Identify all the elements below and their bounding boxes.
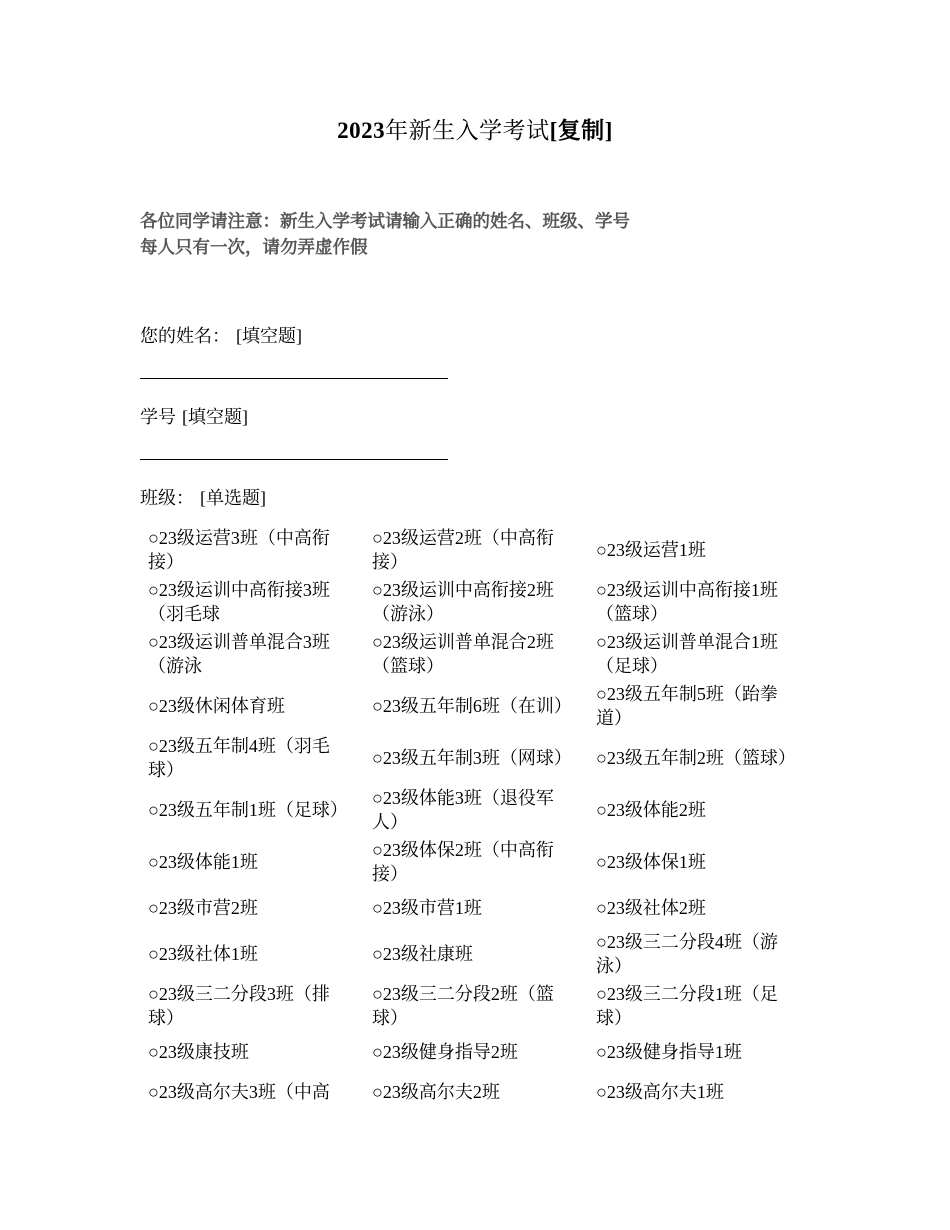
question-name (140, 324, 302, 348)
radio-circle-icon[interactable]: ○ (148, 632, 159, 652)
class-option-label: 23级高尔夫2班 (382, 1082, 500, 1102)
class-option[interactable] (372, 784, 596, 836)
page-title (0, 112, 950, 145)
radio-circle-icon[interactable]: ○ (596, 1082, 607, 1102)
class-option-label: 23级康技班 (158, 1042, 249, 1062)
radio-circle-icon[interactable]: ○ (148, 800, 159, 820)
class-option-label: 23级健身指导2班 (382, 1042, 518, 1062)
radio-circle-icon[interactable]: ○ (372, 944, 383, 964)
class-option[interactable] (596, 980, 820, 1032)
radio-circle-icon[interactable]: ○ (596, 580, 607, 600)
class-option[interactable] (372, 732, 596, 784)
class-option[interactable] (148, 888, 372, 928)
class-option-label: 23级五年制2班（篮球） (606, 748, 796, 768)
question-student-id-label: 学号 (140, 407, 176, 427)
radio-circle-icon[interactable]: ○ (148, 852, 159, 872)
class-option[interactable] (372, 628, 596, 680)
class-option[interactable] (596, 784, 820, 836)
question-class-type: [单选题] (200, 488, 266, 508)
radio-circle-icon[interactable]: ○ (596, 632, 607, 652)
class-option[interactable] (148, 1072, 372, 1112)
class-option-label: 23级体保2班（中高衔接） (372, 840, 554, 884)
class-option-label: 23级五年制4班（羽毛球） (148, 736, 330, 780)
class-option[interactable] (372, 980, 596, 1032)
class-option-label: 23级运训中高衔接2班（游泳） (372, 580, 554, 624)
class-option[interactable] (148, 784, 372, 836)
class-option-label: 23级社体1班 (158, 944, 258, 964)
class-option-label: 23级高尔夫3班（中高 (158, 1082, 330, 1102)
radio-circle-icon[interactable]: ○ (372, 1042, 383, 1062)
radio-circle-icon[interactable]: ○ (148, 984, 159, 1004)
class-option-label: 23级运训普单混合2班（篮球） (372, 632, 554, 676)
class-option-label: 23级市营2班 (158, 898, 258, 918)
radio-circle-icon[interactable]: ○ (372, 840, 383, 860)
radio-circle-icon[interactable]: ○ (596, 684, 607, 704)
name-answer-line[interactable] (140, 378, 448, 379)
radio-circle-icon[interactable]: ○ (372, 748, 383, 768)
question-name-type: [填空题] (236, 326, 302, 346)
class-option[interactable] (596, 836, 820, 888)
radio-circle-icon[interactable]: ○ (148, 944, 159, 964)
question-class (140, 486, 266, 510)
class-option[interactable] (596, 628, 820, 680)
class-option[interactable] (596, 1072, 820, 1112)
radio-circle-icon[interactable]: ○ (372, 580, 383, 600)
radio-circle-icon[interactable]: ○ (596, 932, 607, 952)
class-option[interactable] (596, 1032, 820, 1072)
class-option[interactable] (148, 680, 372, 732)
class-option[interactable] (372, 888, 596, 928)
class-option-label: 23级五年制1班（足球） (158, 800, 348, 820)
class-option[interactable] (372, 928, 596, 980)
class-option-label: 23级运训中高衔接1班（篮球） (596, 580, 778, 624)
class-option[interactable] (596, 928, 820, 980)
class-option[interactable] (372, 680, 596, 732)
class-option-label: 23级三二分段3班（排球） (148, 984, 330, 1028)
class-option[interactable] (148, 980, 372, 1032)
radio-circle-icon[interactable]: ○ (372, 984, 383, 1004)
radio-circle-icon[interactable]: ○ (148, 1042, 159, 1062)
class-option-label: 23级休闲体育班 (158, 696, 285, 716)
question-student-id-type: [填空题] (182, 407, 248, 427)
radio-circle-icon[interactable]: ○ (148, 528, 159, 548)
title-text: 年新生入学考试 (385, 118, 550, 143)
radio-circle-icon[interactable]: ○ (148, 1082, 159, 1102)
class-option[interactable] (372, 1072, 596, 1112)
radio-circle-icon[interactable]: ○ (596, 898, 607, 918)
class-option-label: 23级五年制3班（网球） (382, 748, 572, 768)
class-option-label: 23级运训普单混合3班（游泳 (148, 632, 330, 676)
class-option[interactable] (148, 576, 372, 628)
class-option-label: 23级运营3班（中高衔接） (148, 528, 330, 572)
radio-circle-icon[interactable]: ○ (372, 788, 383, 808)
class-option[interactable] (148, 628, 372, 680)
class-option-label: 23级健身指导1班 (606, 1042, 742, 1062)
radio-circle-icon[interactable]: ○ (148, 696, 159, 716)
class-option[interactable] (148, 524, 372, 576)
radio-circle-icon[interactable]: ○ (372, 696, 383, 716)
radio-circle-icon[interactable]: ○ (596, 800, 607, 820)
class-option-label: 23级运训中高衔接3班（羽毛球 (148, 580, 330, 624)
radio-circle-icon[interactable]: ○ (372, 528, 383, 548)
class-option[interactable] (372, 836, 596, 888)
class-option-label: 23级社体2班 (606, 898, 706, 918)
class-option[interactable] (148, 928, 372, 980)
class-option[interactable] (372, 576, 596, 628)
class-option-label: 23级三二分段1班（足球） (596, 984, 778, 1028)
title-year: 2023 (337, 118, 386, 143)
student-id-answer-line[interactable] (140, 459, 448, 460)
class-option-label: 23级体能3班（退役军人） (372, 788, 554, 832)
class-option-label: 23级三二分段4班（游泳） (596, 932, 778, 976)
title-suffix: [复制] (549, 118, 613, 143)
radio-circle-icon[interactable]: ○ (596, 1042, 607, 1062)
class-option-label: 23级高尔夫1班 (606, 1082, 724, 1102)
class-option[interactable] (596, 732, 820, 784)
class-option[interactable] (596, 680, 820, 732)
class-option-label: 23级运训普单混合1班（足球） (596, 632, 778, 676)
radio-circle-icon[interactable]: ○ (372, 632, 383, 652)
class-option-label: 23级五年制5班（跆拳道） (596, 684, 778, 728)
question-student-id (140, 405, 248, 429)
class-option[interactable] (596, 524, 820, 576)
class-option-label: 23级体保1班 (606, 852, 706, 872)
class-options (148, 524, 828, 1112)
class-option[interactable] (372, 1032, 596, 1072)
class-option-label: 23级三二分段2班（篮球） (372, 984, 554, 1028)
class-option-label: 23级运营1班 (606, 540, 706, 560)
radio-circle-icon[interactable]: ○ (596, 984, 607, 1004)
class-option[interactable] (596, 888, 820, 928)
question-name-label: 您的姓名： (140, 326, 230, 346)
radio-circle-icon[interactable]: ○ (596, 852, 607, 872)
radio-circle-icon[interactable]: ○ (372, 1082, 383, 1102)
class-option[interactable] (596, 576, 820, 628)
radio-circle-icon[interactable]: ○ (372, 898, 383, 918)
class-option-label: 23级运营2班（中高衔接） (372, 528, 554, 572)
class-option[interactable] (372, 524, 596, 576)
class-option-label: 23级体能1班 (158, 852, 258, 872)
class-option-label: 23级社康班 (382, 944, 473, 964)
class-option[interactable] (148, 1032, 372, 1072)
notice-line-2: 每人只有一次，请勿弄虚作假 (140, 237, 368, 257)
class-option-label: 23级体能2班 (606, 800, 706, 820)
class-option[interactable] (148, 732, 372, 784)
radio-circle-icon[interactable]: ○ (148, 736, 159, 756)
notice-line-1: 各位同学请注意：新生入学考试请输入正确的姓名、班级、学号 (140, 211, 630, 231)
notice (140, 208, 800, 260)
radio-circle-icon[interactable]: ○ (596, 540, 607, 560)
radio-circle-icon[interactable]: ○ (596, 748, 607, 768)
class-option-label: 23级市营1班 (382, 898, 482, 918)
class-option[interactable] (148, 836, 372, 888)
radio-circle-icon[interactable]: ○ (148, 580, 159, 600)
class-option-label: 23级五年制6班（在训） (382, 696, 572, 716)
radio-circle-icon[interactable]: ○ (148, 898, 159, 918)
question-class-label: 班级： (140, 488, 194, 508)
